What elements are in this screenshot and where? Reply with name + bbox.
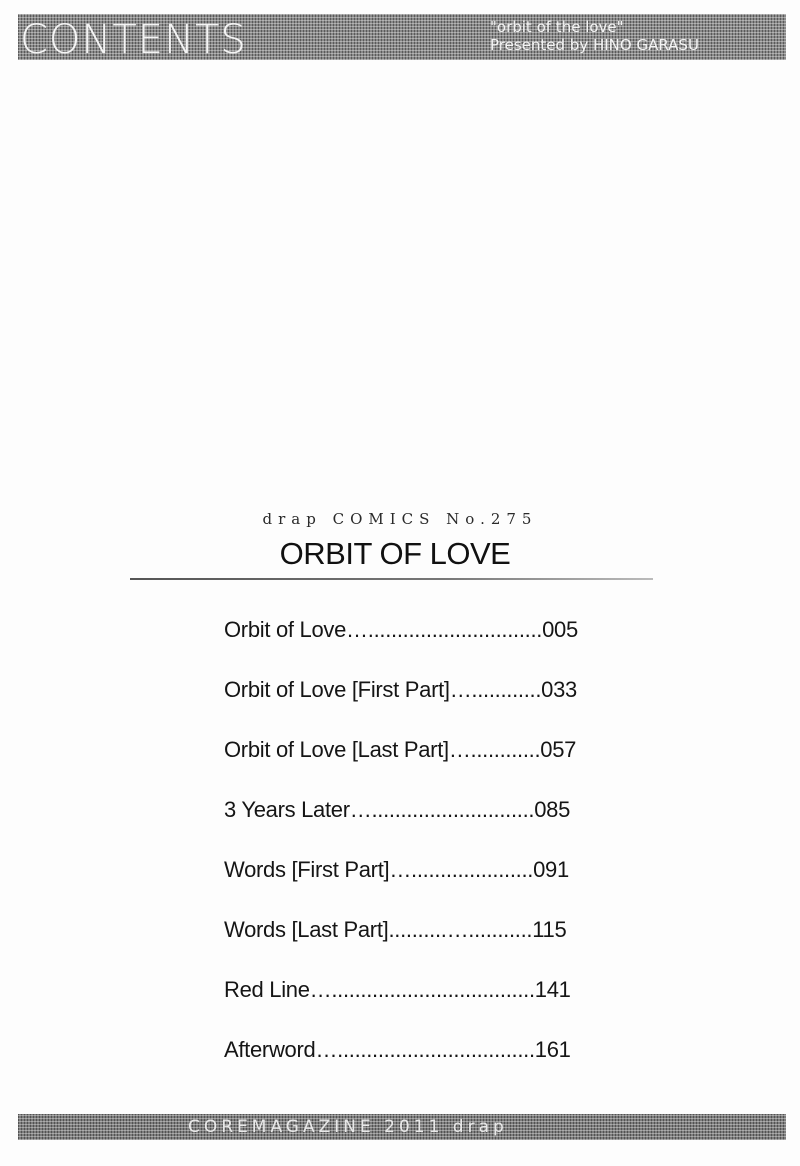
toc-entry: Red Line…...................................141 xyxy=(224,977,571,1002)
header-subtitle xyxy=(490,18,780,54)
toc-entry: Afterword…..................................161 xyxy=(224,1037,571,1062)
book-title: ORBIT OF LOVE xyxy=(279,536,511,571)
toc-entry: Orbit of Love [First Part]…............033 xyxy=(224,677,577,702)
header-band xyxy=(18,14,786,63)
contents-heading: CONTENTS xyxy=(20,17,247,63)
title-divider xyxy=(130,578,653,580)
toc-entry: Orbit of Love…..............................005 xyxy=(224,617,578,642)
toc-entry: Orbit of Love [Last Part]…............057 xyxy=(224,737,577,762)
header-subtitle-line-1: "orbit of the love" xyxy=(490,18,624,36)
series-label: drap COMICS No.275 xyxy=(262,510,538,528)
publisher-credit: COREMAGAZINE 2011 drap xyxy=(188,1117,508,1137)
toc-entry: Words [Last Part]..........…...........115 xyxy=(224,917,567,942)
toc-entry: Words [First Part]….....................091 xyxy=(224,857,569,882)
header-subtitle-line-2: Presented by HINO GARASU xyxy=(490,36,699,54)
toc-entry: 3 Years Later…............................085 xyxy=(224,797,571,822)
footer-band xyxy=(18,1114,786,1140)
